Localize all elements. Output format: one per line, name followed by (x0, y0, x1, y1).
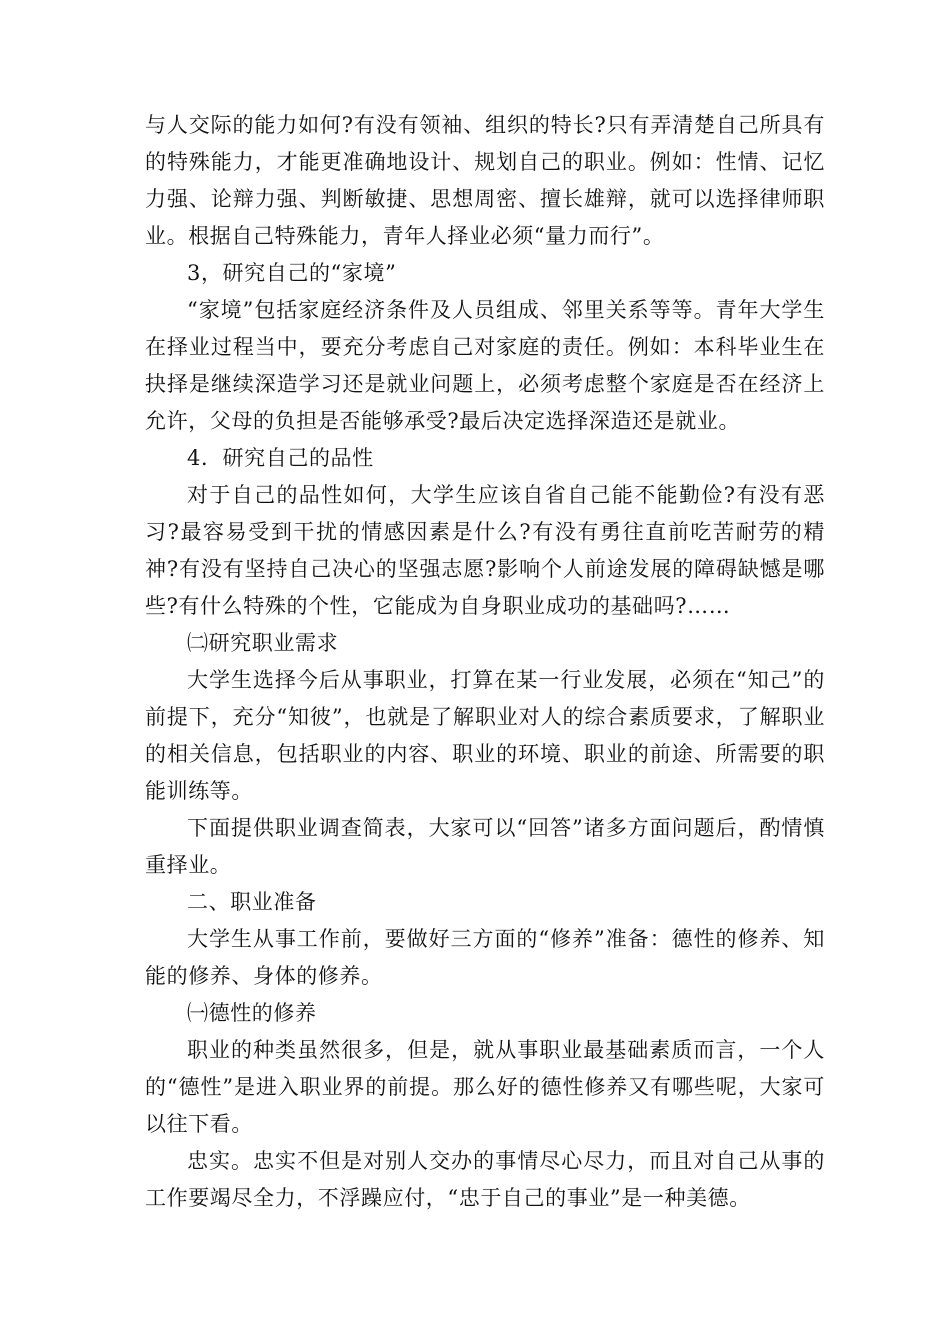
paragraph-career-survey: 下面提供职业调查简表，大家可以“回答”诸多方面问题后，酌情慎重择业。 (145, 816, 825, 877)
paragraph-special-abilities-continued: 与人交际的能力如何?有没有领袖、组织的特长?只有弄清楚自己所具有的特殊能力，才能更准确地设计、规划自己的职业。例如：性情、记忆力强、论辩力强、判断敏捷、思想周密、擅长雄辩，就可以选择律师职业。根据自己特殊能力，青年人择业必须“量力而行”。 (145, 113, 825, 248)
paragraph-moral-cultivation: 职业的种类虽然很多，但是，就从事职业最基础素质而言，一个人的“德性”是进入职业界的前提。那么好的德性修养又有哪些呢，大家可以往下看。 (145, 1038, 825, 1136)
heading-family-situation: 3，研究自己的“家境” (187, 261, 397, 285)
paragraph-loyalty: 忠实。忠实不但是对别人交办的事情尽心尽力，而且对自己从事的工作要竭尽全力，不浮躁应付，“忠于自己的事业”是一种美德。 (145, 1149, 825, 1210)
paragraph-family-situation: “家境”包括家庭经济条件及人员组成、邻里关系等等。青年大学生在择业过程当中，要充分考虑自己对家庭的责任。例如：本科毕业生在抉择是继续深造学习还是就业问题上，必须考虑整个家庭是否在经济上允许，父母的负担是否能够承受?最后决定选择深造还是就业。 (145, 298, 825, 433)
heading-career-demand: ㈡研究职业需求 (187, 631, 339, 655)
heading-character: 4．研究自己的品性 (187, 446, 374, 470)
heading-moral-cultivation: ㈠德性的修养 (187, 1001, 317, 1025)
heading-career-preparation: 二、职业准备 (187, 890, 317, 914)
paragraph-character: 对于自己的品性如何，大学生应该自省自己能不能勤俭?有没有恶习?最容易受到干扰的情感因素是什么?有没有勇往直前吃苦耐劳的精神?有没有坚持自己决心的坚强志愿?影响个人前途发展的障碍缺憾是哪些?有什么特殊的个性，它能成为自身职业成功的基础吗?…… (145, 483, 825, 618)
document-body (145, 107, 825, 1217)
paragraph-career-preparation: 大学生从事工作前，要做好三方面的“修养”准备：德性的修养、知能的修养、身体的修养。 (145, 927, 825, 988)
paragraph-career-demand: 大学生选择今后从事职业，打算在某一行业发展，必须在“知己”的前提下，充分“知彼”，也就是了解职业对人的综合素质要求，了解职业的相关信息，包括职业的内容、职业的环境、职业的前途、所需要的职能训练等。 (145, 668, 825, 803)
